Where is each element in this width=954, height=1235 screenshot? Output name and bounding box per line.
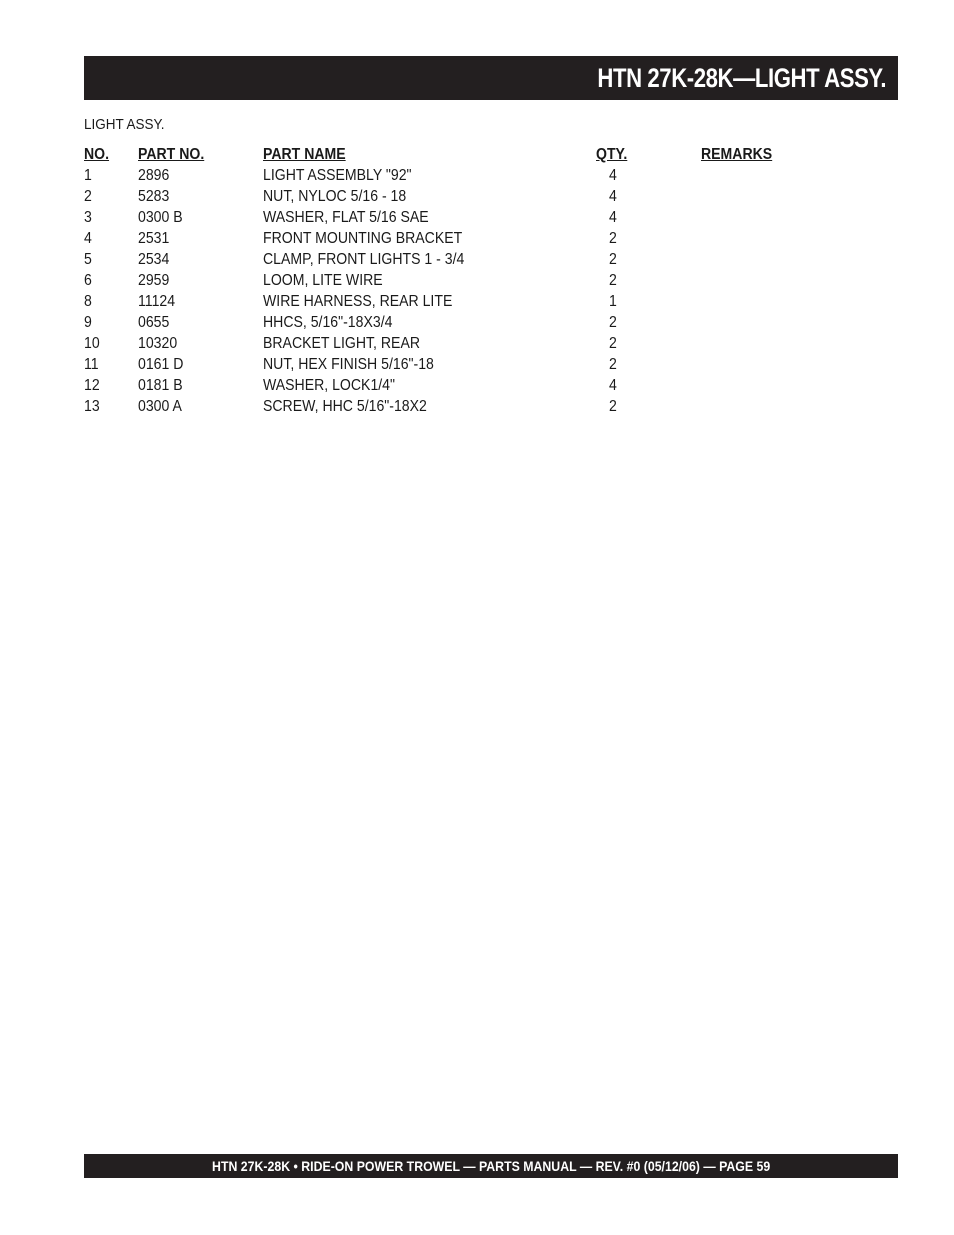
cell-part-no: 0181 B [138, 377, 183, 394]
cell-qty: 2 [609, 398, 617, 415]
cell-qty: 2 [609, 230, 617, 247]
cell-no: 13 [84, 398, 100, 415]
cell-qty: 2 [609, 314, 617, 331]
cell-part-no: 10320 [138, 335, 178, 352]
cell-part-no: 2896 [138, 167, 170, 184]
table-row [84, 165, 804, 186]
cell-part-name: WASHER, FLAT 5/16 SAE [263, 209, 429, 226]
cell-part-no: 0300 A [138, 398, 182, 415]
column-header-part-no: PART NO. [138, 146, 205, 163]
cell-no: 3 [84, 209, 92, 226]
page-title: HTN 27K-28K—LIGHT ASSY. [597, 62, 886, 93]
table-row [84, 228, 804, 249]
cell-qty: 4 [609, 209, 617, 226]
cell-qty: 2 [609, 272, 617, 289]
column-header-qty: QTY. [596, 146, 628, 163]
column-header-part-name: PART NAME [263, 146, 346, 163]
section-label: LIGHT ASSY. [84, 116, 165, 133]
footer-bar [84, 1154, 898, 1178]
cell-no: 9 [84, 314, 92, 331]
table-header-row [84, 144, 804, 165]
cell-part-name: BRACKET LIGHT, REAR [263, 335, 421, 352]
column-header-remarks: REMARKS [701, 146, 773, 163]
cell-qty: 1 [609, 293, 617, 310]
cell-part-name: WASHER, LOCK1/4" [263, 377, 396, 394]
cell-qty: 2 [609, 251, 617, 268]
cell-no: 2 [84, 188, 92, 205]
cell-qty: 4 [609, 188, 617, 205]
cell-part-name: NUT, NYLOC 5/16 - 18 [263, 188, 407, 205]
cell-part-name: CLAMP, FRONT LIGHTS 1 - 3/4 [263, 251, 465, 268]
cell-no: 5 [84, 251, 92, 268]
cell-qty: 2 [609, 335, 617, 352]
cell-part-name: LOOM, LITE WIRE [263, 272, 383, 289]
cell-part-no: 2531 [138, 230, 170, 247]
table-row [84, 333, 804, 354]
table-row [84, 249, 804, 270]
table-row [84, 354, 804, 375]
cell-no: 4 [84, 230, 92, 247]
cell-part-name: LIGHT ASSEMBLY "92" [263, 167, 412, 184]
table-row [84, 186, 804, 207]
parts-table [84, 144, 804, 417]
cell-no: 8 [84, 293, 92, 310]
cell-part-name: WIRE HARNESS, REAR LITE [263, 293, 453, 310]
cell-no: 12 [84, 377, 100, 394]
cell-part-no: 0300 B [138, 209, 183, 226]
column-header-no: NO. [84, 146, 110, 163]
table-row [84, 270, 804, 291]
table-row [84, 375, 804, 396]
cell-part-name: NUT, HEX FINISH 5/16"-18 [263, 356, 434, 373]
table-row [84, 312, 804, 333]
cell-qty: 2 [609, 356, 617, 373]
cell-part-no: 5283 [138, 188, 170, 205]
cell-no: 11 [84, 356, 99, 373]
footer-text: HTN 27K-28K • RIDE-ON POWER TROWEL — PARTS MANUAL — REV. #0 (05/12/06) — PAGE 59 [211, 1158, 771, 1174]
cell-no: 10 [84, 335, 100, 352]
cell-part-no: 0655 [138, 314, 170, 331]
table-body [84, 165, 804, 417]
cell-part-no: 0161 D [138, 356, 184, 373]
cell-qty: 4 [609, 167, 617, 184]
table-row [84, 291, 804, 312]
cell-part-no: 2534 [138, 251, 170, 268]
cell-no: 6 [84, 272, 92, 289]
cell-qty: 4 [609, 377, 617, 394]
cell-no: 1 [84, 167, 92, 184]
cell-part-name: FRONT MOUNTING BRACKET [263, 230, 463, 247]
cell-part-no: 11124 [138, 293, 176, 310]
header-bar [84, 56, 898, 100]
cell-part-name: HHCS, 5/16"-18X3/4 [263, 314, 393, 331]
cell-part-no: 2959 [138, 272, 170, 289]
table-row [84, 207, 804, 228]
cell-part-name: SCREW, HHC 5/16"-18X2 [263, 398, 427, 415]
table-row [84, 396, 804, 417]
